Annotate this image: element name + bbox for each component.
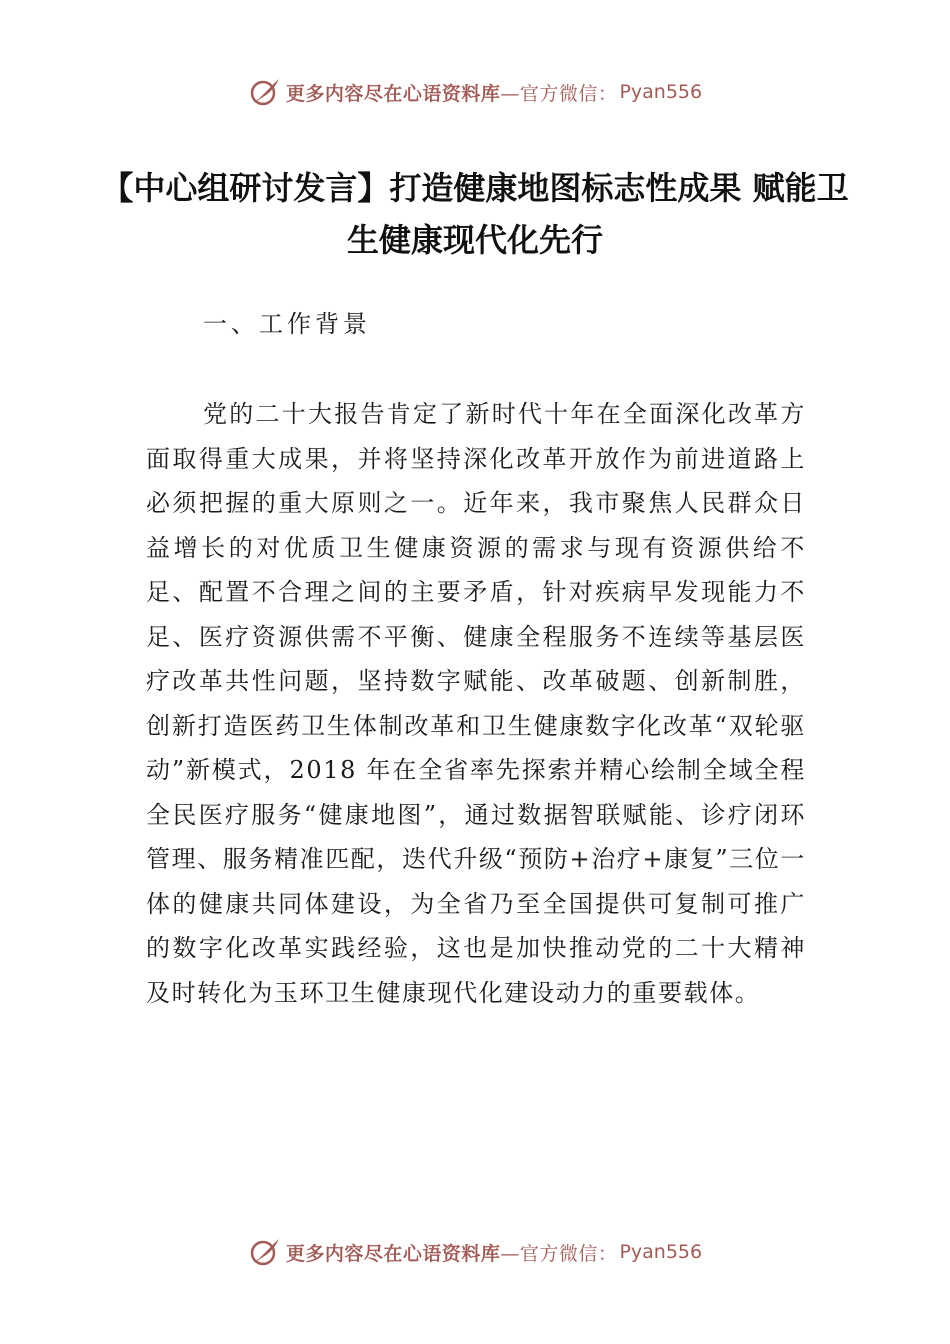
section-heading: 一、工作背景 <box>203 310 371 338</box>
body-paragraph: 党的二十大报告肯定了新时代十年在全面深化改革方面取得重大成果，并将坚持深化改革开放作为前进道路上必须把握的重大原则之一。近年来，我市聚焦人民群众日益增长的对优质卫生健康资源的需求与现有资源供给不足、配置不合理之间的主要矛盾，针对疾病早发现能力不足、医疗资源供需不平衡、健康全程服务不连续等基层医疗改革共性问题，坚持数字赋能、改革破题、创新制胜，创新打造医药卫生体制改革和卫生健康数字化改革“双轮驱动”新模式，2018 年在全省率先探索并精心绘制全域全程全民医疗服务“健康地图”，通过数据智联赋能、诊疗闭环管理、服务精准匹配，迭代升级“预防+治疗+康复”三位一体的健康共同体建设，为全省乃至全国提供可复制可推广的数字化改革实践经验，这也是加快推动党的二十大精神及时转化为玉环卫生健康现代化建设动力的重要载体。 <box>146 400 806 1007</box>
header-watermark-banner <box>0 72 950 112</box>
banner-text: 更多内容尽在心语资料库 <box>285 1242 501 1265</box>
document-title: 【中心组研讨发言】打造健康地图标志性成果 赋能卫生健康现代化先行 <box>101 169 849 259</box>
feather-logo-icon <box>248 75 282 109</box>
banner-contact-id: Pyan556 <box>619 81 703 103</box>
banner-contact-label: —官方微信： <box>500 1242 618 1265</box>
banner-text: 更多内容尽在心语资料库 <box>285 82 501 105</box>
footer-watermark-banner <box>0 1232 950 1272</box>
banner-contact-id: Pyan556 <box>619 1241 703 1263</box>
banner-contact-label: —官方微信： <box>500 82 618 105</box>
feather-logo-icon <box>248 1235 282 1269</box>
